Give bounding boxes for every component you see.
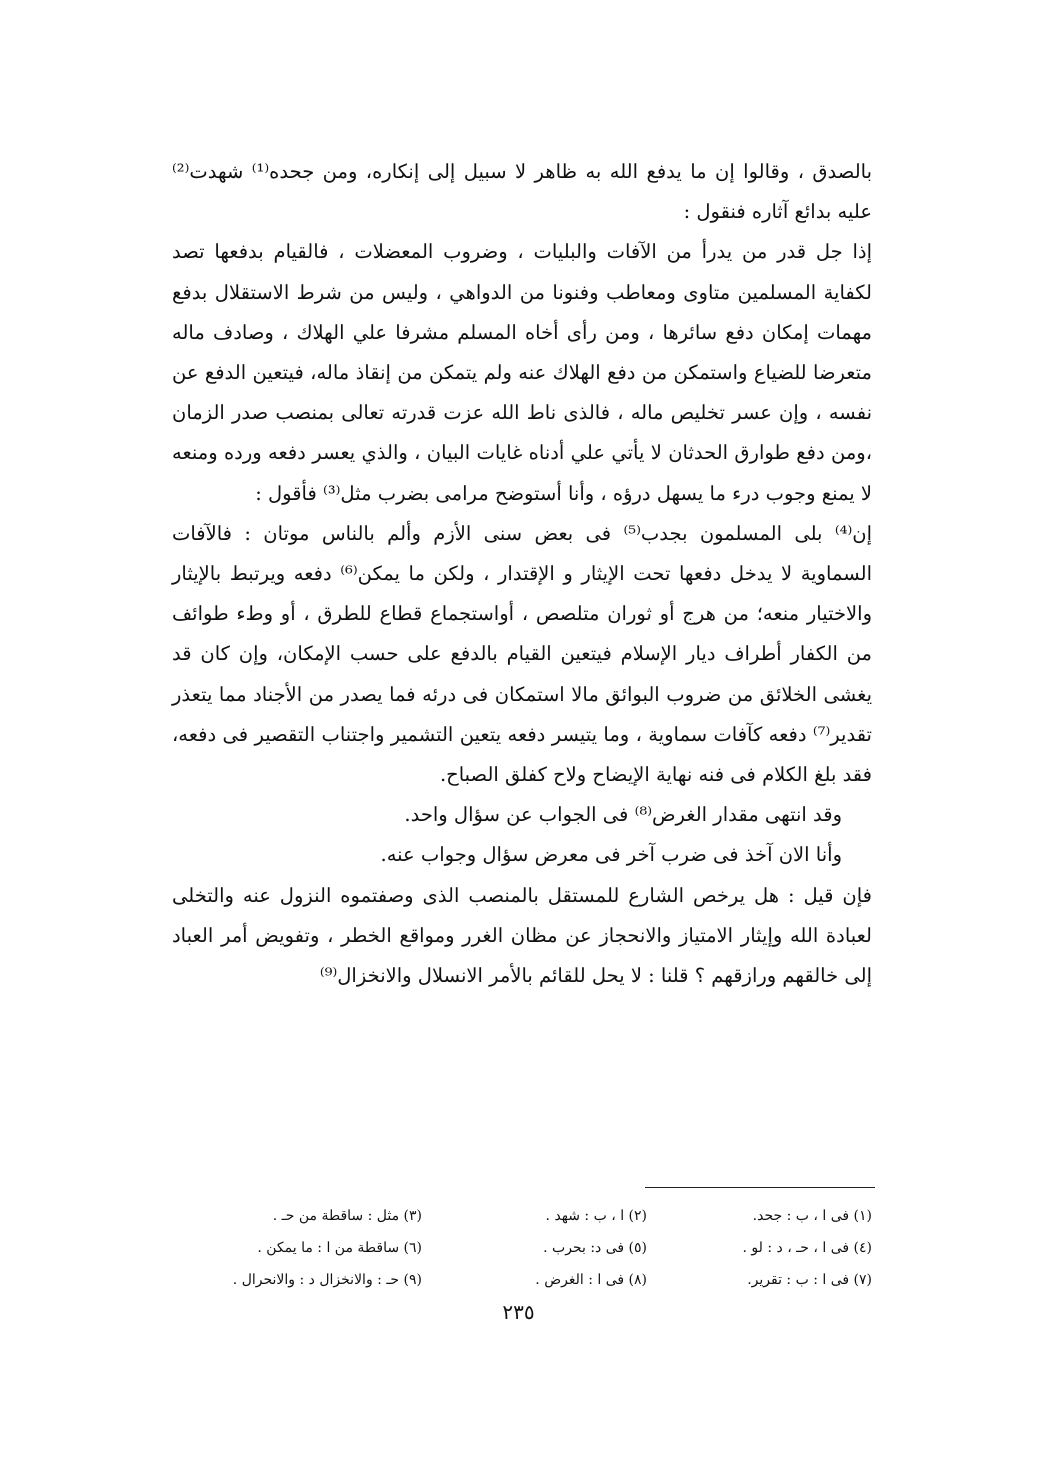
paragraph-conclusion: وقد انتهى مقدار الغرض⁽⁸⁾ فى الجواب عن سؤال واحد. xyxy=(404,803,842,827)
footnote-6: (٦) ساقطة من ا : ما يمكن . xyxy=(257,1240,422,1256)
footnote-5: (٥) فى د: بحرب . xyxy=(543,1240,647,1256)
footnote-row xyxy=(172,1200,872,1232)
paragraph-transition: وأنا الان آخذ فى ضرب آخر فى معرض سؤال وجواب عنه. xyxy=(380,843,842,867)
footnote-8: (٨) فى ا : الغرض . xyxy=(535,1272,647,1288)
footnote-7: (٧) فى ا : ب : تقرير. xyxy=(747,1272,872,1288)
footnote-4: (٤) فى ا ، حـ ، د : لو . xyxy=(742,1240,872,1256)
footnote-row xyxy=(172,1264,872,1296)
footnote-1: (١) فى ا ، ب : جحد. xyxy=(752,1208,872,1224)
paragraph-example: إن⁽⁴⁾ بلى المسلمون بجدب⁽⁵⁾ فى بعض سنى الأزم وألم بالناس موتان : فالآفات السماوية لا يدخل دفعها تحت الإيثار و الإقتدار ، ولكن ما يمكن⁽⁶⁾ دفعه ويرتبط بالإيثار والاختيار منعه؛ من هرج أو ثوران متلصص ، أواستجماع قطاع للطرق ، أو وطء طوائف من الكفار أطراف ديار الإسلام فيتعين القيام بالدفع على حسب الإمكان، وإن كان قد يغشى الخلائق من ضروب البوائق مالا استمكان فى درئه فما يصدر من الأجناد مما يتعذر تقدير⁽⁷⁾ دفعه كآفات سماوية ، وما يتيسر دفعه يتعين التشمير واجتناب التقصير فى دفعه، فقد بلغ الكلام فى فنه نهاية الإيضاح ولاح كفلق الصباح. xyxy=(172,521,872,787)
footnote-3: (٣) مثل : ساقطة من حـ . xyxy=(272,1208,422,1224)
body-text xyxy=(172,152,872,996)
footnote-2: (٢) ا ، ب : شهد . xyxy=(545,1208,647,1224)
footnotes xyxy=(172,1200,872,1296)
footnote-row xyxy=(172,1232,872,1264)
paragraph-continuation: بالصدق ، وقالوا إن ما يدفع الله به ظاهر لا سبيل إلى إنكاره، ومن جحده⁽¹⁾ شهدت⁽²⁾ عليه بدائع آثاره فنقول : xyxy=(172,160,873,224)
paragraph-calamities: إذا جل قدر من يدرأ من الآفات والبليات ، وضروب المعضلات ، فالقيام بدفعها تصد لكفاية المسلمين متاوى ومعاطب وفنونا من الدواهي ، وليس من شرط الاستقلال بدفع مهمات إمكان دفع سائرها ، ومن رأى أخاه المسلم مشرفا علي الهلاك ، وصادف ماله متعرضا للضياع واستمكن من دفع الهلاك عنه ولم يتمكن من إنقاذ ماله، فيتعين الدفع عن نفسه ، وإن عسر تخليص ماله ، فالذى ناط الله عزت قدرته تعالى بمنصب صدر الزمان ،ومن دفع طوارق الحدثان لا يأتي علي أدناه غايات البيان ، والذي يعسر دفعه ورده ومنعه لا يمنع وجوب درء ما يسهل درؤه ، وأنا أستوضح مرامى بضرب مثل⁽³⁾ فأقول : xyxy=(172,240,872,505)
footnote-9: (٩) حـ : والانخزال د : والانحرال . xyxy=(232,1272,422,1288)
page-number: ٢٣٥ xyxy=(502,1300,535,1324)
footnote-divider xyxy=(645,1187,875,1188)
paragraph-question: فإن قيل : هل يرخص الشارع للمستقل بالمنصب الذى وصفتموه النزول عنه والتخلى لعبادة الله وإيثار الامتياز والانحجاز عن مظان الغرر ومواقع الخطر ، وتفويض أمر العباد إلى خالقهم ورازقهم ؟ قلنا : لا يحل للقائم بالأمر الانسلال والانخزال⁽⁹⁾ xyxy=(172,883,872,988)
